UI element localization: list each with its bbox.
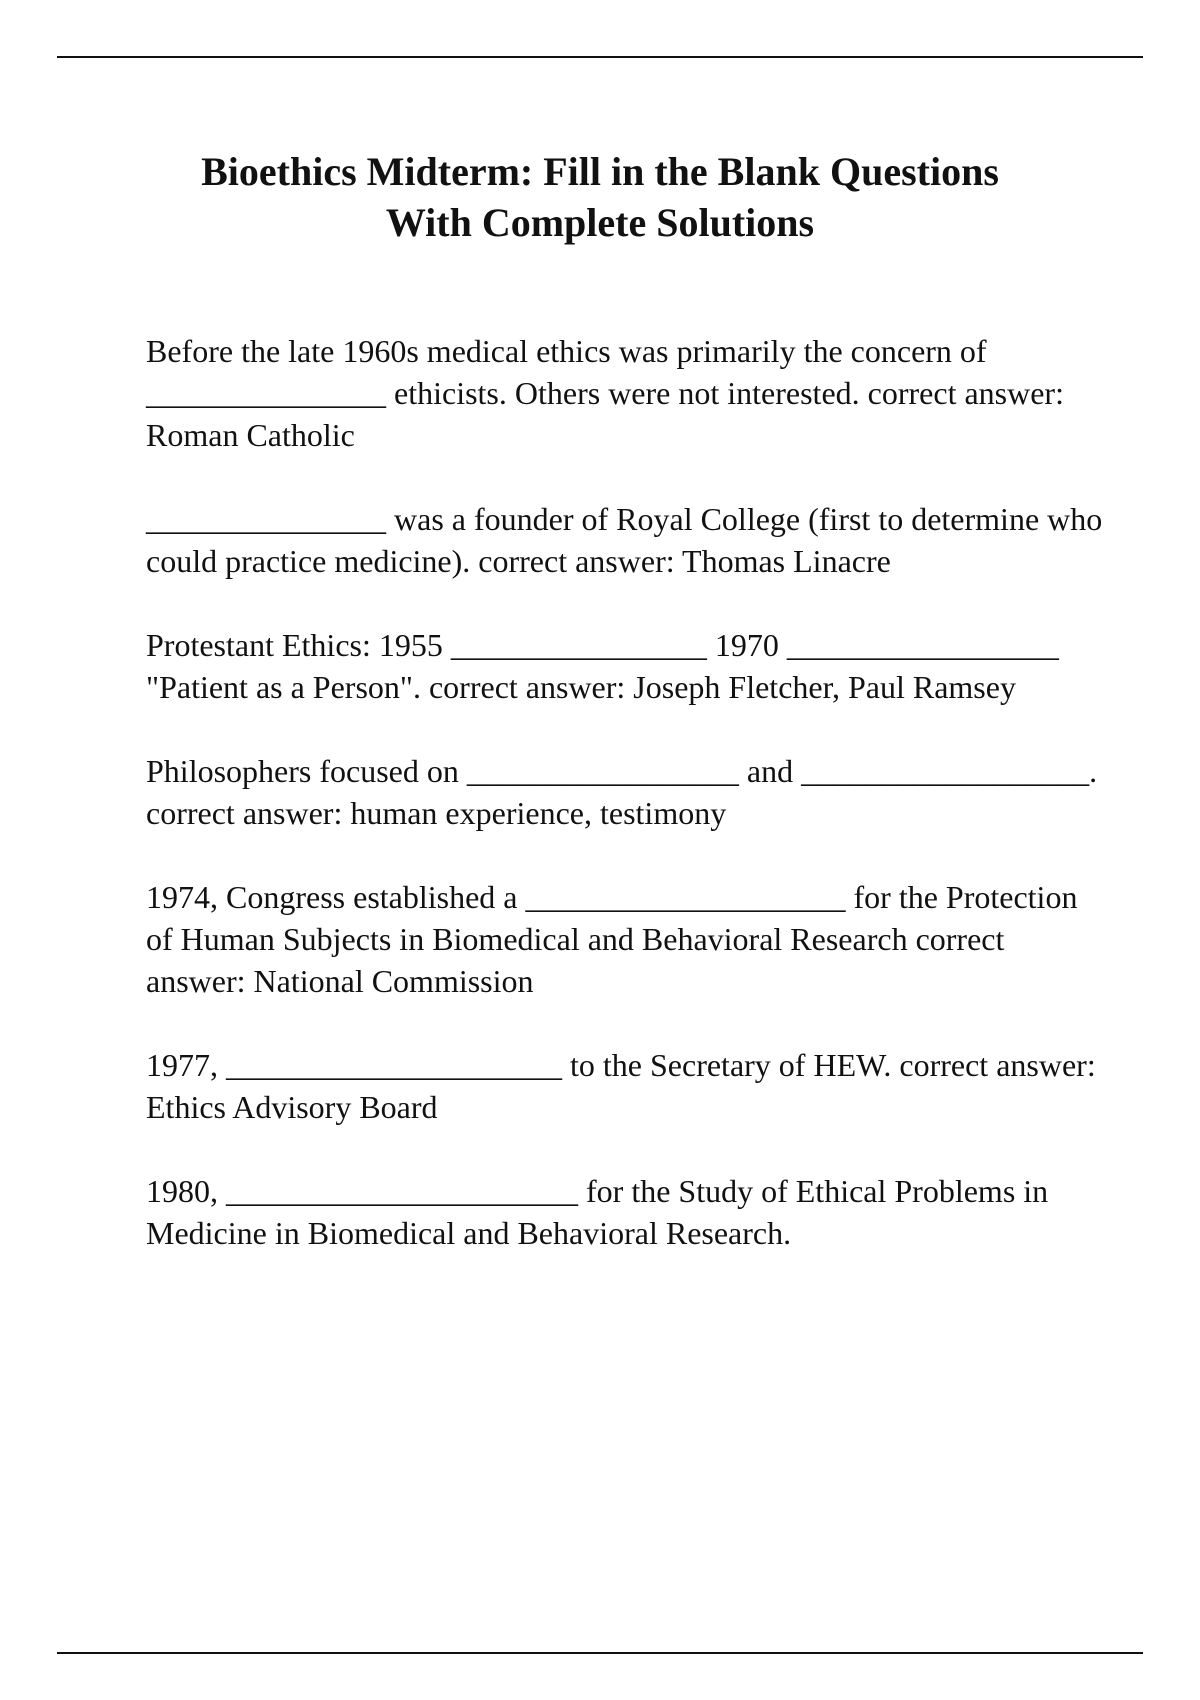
header-divider bbox=[57, 56, 1143, 58]
question-item-1: Before the late 1960s medical ethics was primarily the concern of _______________ ethicists. Others were not interested. correct answer: Roman Catholic bbox=[146, 333, 1064, 453]
question-item-6: 1977, _____________________ to the Secretary of HEW. correct answer: Ethics Advisory Board bbox=[146, 1047, 1096, 1125]
title-line-2: With Complete Solutions bbox=[385, 200, 815, 245]
question-item-7: 1980, ______________________ for the Study of Ethical Problems in Medicine in Biomedical and Behavioral Research. bbox=[146, 1173, 1049, 1251]
footer-divider bbox=[57, 1652, 1143, 1654]
question-item-5: 1974, Congress established a ____________________ for the Protection of Human Subjects in Biomedical and Behavioral Research correct answer: National Commission bbox=[146, 879, 1078, 999]
document-title bbox=[100, 146, 1100, 248]
question-item-2: _______________ was a founder of Royal College (first to determine who could practice medicine). correct answer: Thomas Linacre bbox=[146, 501, 1103, 579]
question-list bbox=[146, 330, 1106, 1254]
question-item-4: Philosophers focused on _________________ and __________________. correct answer: human experience, testimony bbox=[146, 753, 1098, 831]
question-item-3: Protestant Ethics: 1955 ________________ 1970 _________________ "Patient as a Person". correct answer: Joseph Fletcher, Paul Ramsey bbox=[146, 627, 1059, 705]
title-line-1: Bioethics Midterm: Fill in the Blank Questions bbox=[201, 149, 999, 194]
